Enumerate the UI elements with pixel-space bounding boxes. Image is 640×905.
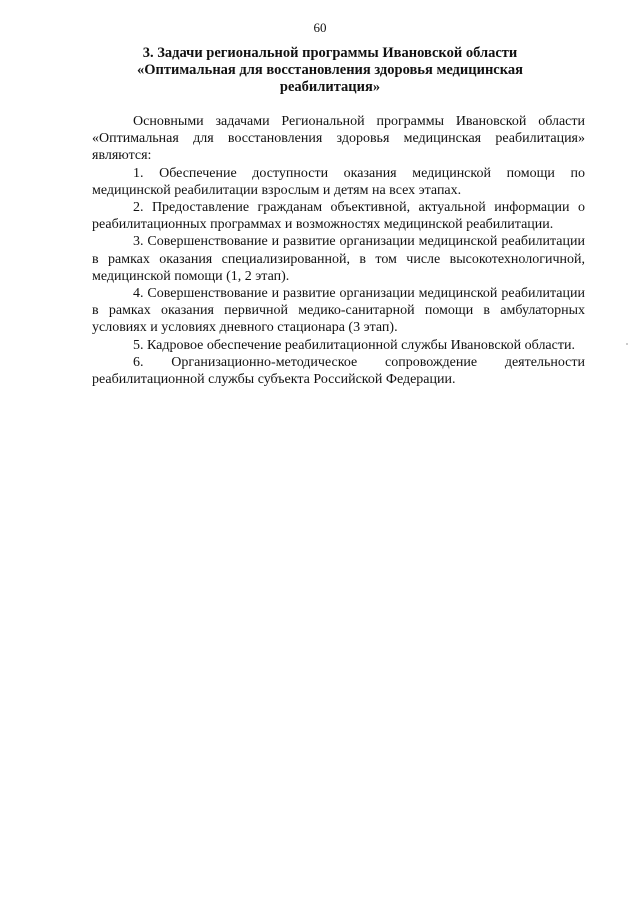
task-item-3: 3. Совершенствование и развитие организации медицинской реабилитации в рамках оказания специализированной, в том числе высокотехнологичной, медицинской помощи (1, 2 этап).	[92, 234, 585, 284]
task-item-2: 2. Предоставление гражданам объективной, актуальной информации о реабилитационных программах и возможностях медицинской реабилитации.	[92, 200, 585, 233]
intro-paragraph: Основными задачами Региональной программы Ивановской области «Оптимальная для восстановления здоровья медицинская реабилитация» являются:	[92, 114, 585, 164]
section-heading-line-1: 3. Задачи региональной программы Ивановской области	[142, 45, 518, 61]
task-item-4: 4. Совершенствование и развитие организации медицинской реабилитации в рамках оказания первичной медико-санитарной помощи в амбулаторных условиях и условиях дневного стационара (3 этап).	[92, 286, 585, 336]
scan-speck	[626, 343, 628, 345]
task-item-5: 5. Кадровое обеспечение реабилитационной службы Ивановской области.	[133, 337, 575, 353]
page-number: 60	[313, 20, 327, 35]
section-heading-line-3: реабилитация»	[279, 79, 381, 95]
task-item-1: 1. Обеспечение доступности оказания медицинской помощи по медицинской реабилитации взрослым и детям на всех этапах.	[92, 165, 585, 198]
task-item-6: 6. Организационно-методическое сопровождение деятельности реабилитационной службы субъекта Российской Федерации.	[92, 354, 585, 388]
body-text	[92, 113, 585, 388]
section-heading-line-2: «Оптимальная для восстановления здоровья медицинская	[137, 62, 523, 78]
section-heading	[80, 45, 580, 96]
